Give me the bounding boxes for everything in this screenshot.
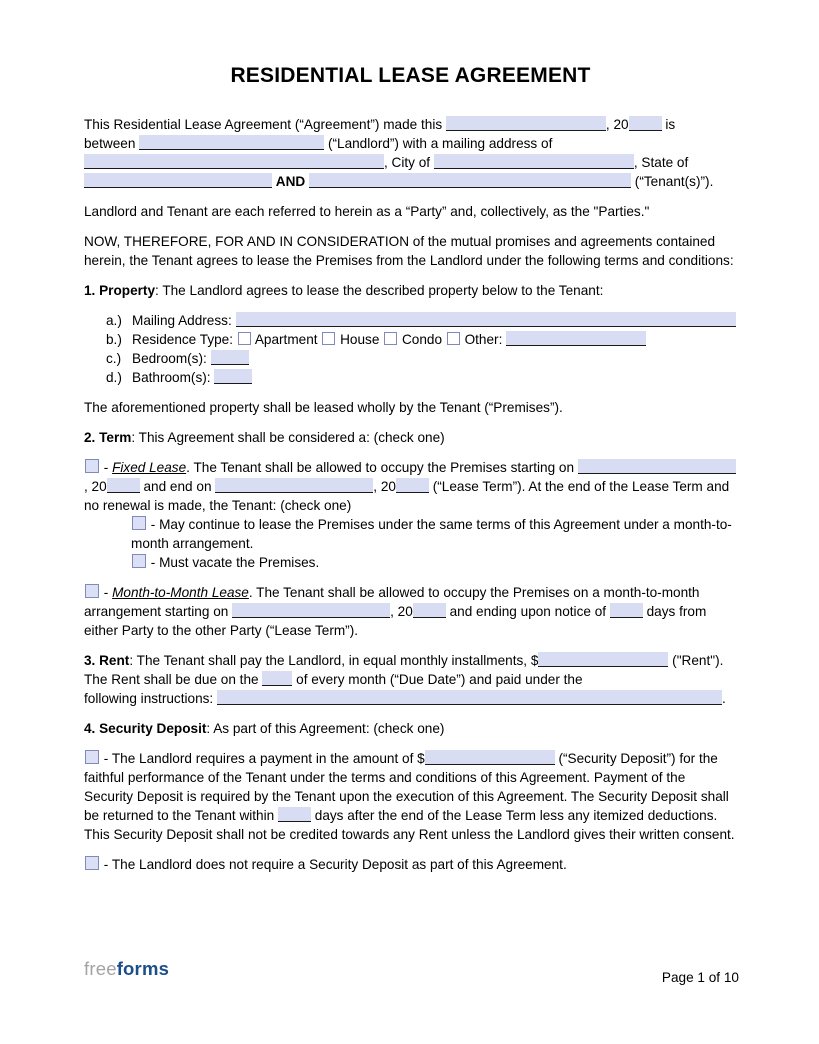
residence-type-item <box>106 330 737 349</box>
fixed-lease-checkbox[interactable] <box>85 459 99 473</box>
text-run: of every month (“Due Date”) and paid under the <box>292 672 583 687</box>
fixed-lease-paragraph <box>84 458 737 515</box>
text-run: Other: <box>460 332 507 347</box>
agreement-year-field[interactable] <box>629 116 662 131</box>
text-run: The aforementioned property shall be leased wholly by the Tenant (“Premises”). <box>84 400 563 415</box>
fixed-lease-end-date-field[interactable] <box>215 478 373 493</box>
section-3-rent-paragraph <box>84 651 737 708</box>
text-run: , 20 <box>373 479 396 494</box>
text-run: days from either Party to the other Party (“Lease Term”). <box>84 604 707 638</box>
tenant-name-field[interactable] <box>309 173 631 188</box>
text-run: (“Tenant(s)”). <box>631 174 714 189</box>
house-checkbox[interactable] <box>322 332 335 345</box>
security-deposit-amount-field[interactable] <box>425 750 555 765</box>
text-run: : The Landlord agrees to lease the described property below to the Tenant: <box>155 283 604 298</box>
state-field[interactable] <box>84 173 272 188</box>
item-label: c.) <box>106 351 122 366</box>
text-run: - Must vacate the Premises. <box>147 555 320 570</box>
logo-forms-text: forms <box>116 958 170 979</box>
text-run: : As part of this Agreement: (check one) <box>206 721 445 736</box>
text-run: - <box>100 460 113 475</box>
may-continue-item <box>131 515 737 553</box>
logo-free-text: free <box>84 958 117 979</box>
text-run: days after the end of the Lease Term less any itemized deductions. This Security Deposit shall not be credited towards any Rent unless the Landlord gives their written consent. <box>84 808 735 842</box>
item-label: b.) <box>106 332 122 347</box>
may-continue-checkbox[interactable] <box>132 516 146 530</box>
apartment-checkbox[interactable] <box>238 332 251 345</box>
item-label: a.) <box>106 313 122 328</box>
text-run: 1. Property <box>84 283 156 298</box>
document-content <box>84 64 737 885</box>
text-run: , State of <box>633 155 689 170</box>
consideration-paragraph <box>84 232 737 270</box>
text-run: : This Agreement shall be considered a: (check one) <box>131 430 445 445</box>
text-run: Condo <box>398 332 446 347</box>
text-run: (“Security Deposit”) for the faithful performance of the Tenant under the terms and conditions of this Agreement. Payment of the Security Deposit is required by the Tenant upon the execution of this Agreement. The Security Deposit shall be returned to the Tenant within <box>84 751 729 823</box>
rent-amount-field[interactable] <box>538 652 668 667</box>
text-run: This Residential Lease Agreement (“Agreement”) made this <box>84 117 446 132</box>
condo-checkbox[interactable] <box>384 332 397 345</box>
freeforms-logo <box>84 958 169 980</box>
no-security-deposit-paragraph <box>84 855 737 874</box>
section-4-security-deposit-heading <box>84 719 737 738</box>
text-run: 4. Security Deposit <box>84 721 207 736</box>
text-run: Fixed Lease <box>112 460 187 475</box>
landlord-mailing-address-field[interactable] <box>84 154 384 169</box>
text-run: : The Tenant shall pay the Landlord, in equal monthly installments, $ <box>129 653 539 668</box>
bedrooms-field[interactable] <box>211 350 249 365</box>
fixed-lease-start-date-field[interactable] <box>578 459 736 474</box>
month-to-month-paragraph <box>84 583 737 640</box>
must-vacate-checkbox[interactable] <box>132 554 146 568</box>
text-run: . <box>721 691 726 706</box>
month-to-month-checkbox[interactable] <box>85 584 99 598</box>
section-1-property-heading <box>84 281 737 300</box>
fixed-lease-start-year-field[interactable] <box>107 478 140 493</box>
rent-due-day-field[interactable] <box>262 671 292 686</box>
other-residence-type-field[interactable] <box>506 331 646 346</box>
other-residence-checkbox[interactable] <box>447 332 460 345</box>
text-run: - May continue to lease the Premises under the same terms of this Agreement under a month-to-month arrangement. <box>131 517 732 551</box>
text-run: . The Tenant shall be allowed to occupy the Premises on a month-to-month arrangement starting on <box>84 585 700 619</box>
text-run: Landlord and Tenant are each referred to herein as a “Party” and, collectively, as the "Parties." <box>84 204 650 219</box>
payment-instructions-field[interactable] <box>217 690 722 705</box>
bathrooms-item <box>106 368 737 387</box>
text-run: (“Landlord”) with a mailing address of <box>324 136 553 151</box>
text-run: Residence Type: <box>132 332 237 347</box>
text-run: House <box>336 332 384 347</box>
text-run: Bathroom(s): <box>132 370 215 385</box>
text-run: between <box>84 136 140 151</box>
text-run: Apartment <box>251 332 322 347</box>
text-run: ("Rent"). The Rent shall be due on the <box>84 653 724 687</box>
text-run: 3. Rent <box>84 653 130 668</box>
notice-days-field[interactable] <box>610 603 643 618</box>
text-run: Bedroom(s): <box>132 351 211 366</box>
text-run: , City of <box>384 155 434 170</box>
text-run: is <box>661 117 676 132</box>
section-2-term-heading <box>84 428 737 447</box>
premises-paragraph <box>84 398 737 417</box>
text-run: and ending upon notice of <box>445 604 610 619</box>
security-deposit-required-checkbox[interactable] <box>85 750 99 764</box>
text-run: and end on <box>139 479 216 494</box>
parties-paragraph <box>84 202 737 221</box>
text-run: - <box>100 585 113 600</box>
text-run: NOW, THEREFORE, FOR AND IN CONSIDERATION of the mutual promises and agreements contained herein, the Tenant agrees to lease the Premises from the Landlord under the following terms and conditions: <box>84 234 734 268</box>
fixed-lease-end-year-field[interactable] <box>396 478 429 493</box>
must-vacate-item <box>131 553 737 572</box>
agreement-day-field[interactable] <box>446 116 606 131</box>
bathrooms-field[interactable] <box>214 369 252 384</box>
landlord-name-field[interactable] <box>139 135 324 150</box>
page-footer <box>84 958 739 987</box>
intro-paragraph <box>84 115 737 191</box>
text-run: , 20 <box>605 117 629 132</box>
property-mailing-address-field[interactable] <box>236 312 736 327</box>
text-run: , 20 <box>84 479 107 494</box>
deposit-return-days-field[interactable] <box>278 807 311 822</box>
text-run: , 20 <box>390 604 413 619</box>
text-run: . The Tenant shall be allowed to occupy the Premises starting on <box>186 460 578 475</box>
text-run: following instructions: <box>84 691 217 706</box>
text-run: - The Landlord does not require a Security Deposit as part of this Agreement. <box>100 857 567 872</box>
text-run: - The Landlord requires a payment in the amount of $ <box>100 751 425 766</box>
city-field[interactable] <box>434 154 634 169</box>
item-label: d.) <box>106 370 122 385</box>
text-run: 2. Term <box>84 430 132 445</box>
document-body <box>84 115 737 874</box>
text-run: Month-to-Month Lease <box>112 585 249 600</box>
page-number: Page 1 of 10 <box>661 970 739 985</box>
page-title: RESIDENTIAL LEASE AGREEMENT <box>230 64 591 87</box>
text-run: AND <box>275 174 306 189</box>
property-mailing-address-item <box>106 311 737 330</box>
text-run: (“Lease Term”). At the end of the Lease Term and no renewal is made, the Tenant: (check one) <box>84 479 730 513</box>
text-run: Mailing Address: <box>132 313 236 328</box>
security-deposit-required-paragraph <box>84 749 737 844</box>
no-security-deposit-checkbox[interactable] <box>85 856 99 870</box>
month-to-month-start-year-field[interactable] <box>413 603 446 618</box>
month-to-month-start-date-field[interactable] <box>232 603 390 618</box>
bedrooms-item <box>106 349 737 368</box>
